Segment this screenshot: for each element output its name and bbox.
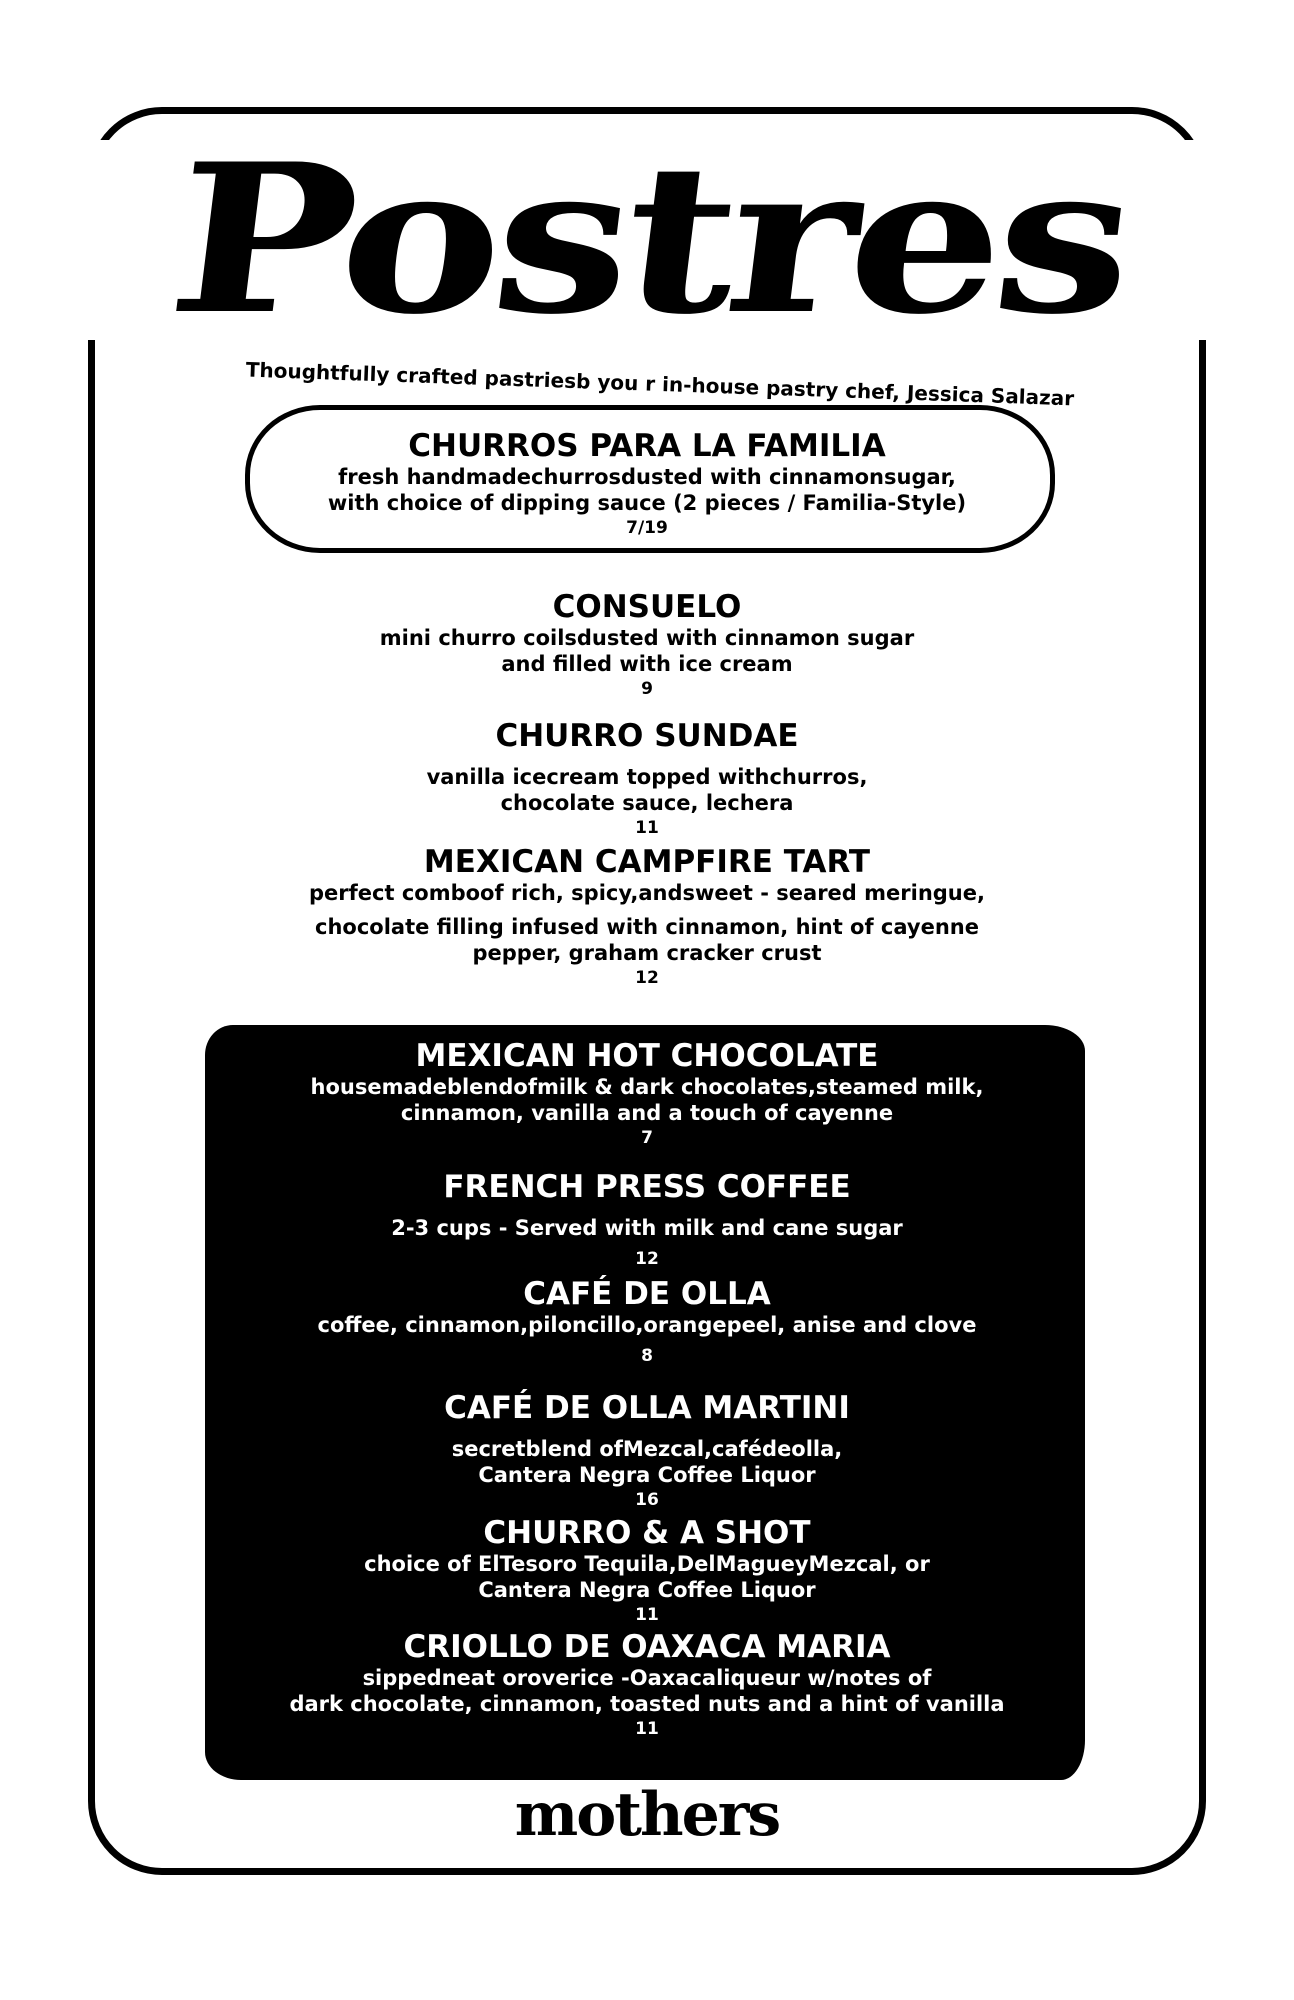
item-description: sippedneat oroverice -Oaxacaliqueur w/notes of [362,1666,932,1690]
item-name: CAFÉ DE OLLA MARTINI [444,1390,850,1426]
item-price: 8 [641,1346,653,1366]
item-description: mini churro coilsdusted with cinnamon sugar [379,626,915,650]
item-description: coffee, cinnamon,piloncillo,orangepeel, anise and clove [317,1313,977,1337]
subtitle: Thoughtfully crafted pastriesb you r in-house pastry chef, Jessica Salazar [245,357,1075,411]
drink-hot-chocolate [150,1038,1144,1150]
item-price: 11 [635,818,659,838]
item-price: 7 [641,1128,653,1148]
item-description: pepper, graham cracker crust [472,941,822,965]
item-description: cinnamon, vanilla and a touch of cayenne [400,1101,894,1125]
page-title: Postres [0,140,1294,340]
brand-logo: mothers [514,1780,780,1850]
item-name: CHURRO & A SHOT [483,1515,811,1551]
drink-criollo-de-oaxaca [150,1629,1144,1741]
item-description: vanilla icecream topped withchurros, [426,765,868,789]
item-price: 11 [635,1719,659,1739]
item-price: 12 [635,968,659,988]
item-price: 7/19 [626,518,668,538]
item-name: CONSUELO [552,589,742,625]
item-description: chocolate filling infused with cinnamon, hint of cayenne [315,915,979,939]
item-description: dark chocolate, cinnamon, toasted nuts and a hint of vanilla [289,1692,1005,1716]
item-description: with choice of dipping sauce (2 pieces / Familia-Style) [327,491,967,515]
menu-item-consuelo [150,589,1144,701]
item-name: FRENCH PRESS COFFEE [443,1169,851,1205]
item-description: Cantera Negra Coffee Liquor [478,1578,816,1602]
menu-item-churro-sundae [150,718,1144,840]
item-price: 12 [635,1249,659,1269]
drink-cafe-de-olla [150,1276,1144,1368]
item-name: MEXICAN HOT CHOCOLATE [415,1038,879,1074]
item-name: CHURROS PARA LA FAMILIA [408,428,886,464]
item-price: 9 [641,679,653,699]
item-description: secretblend ofMezcal,cafédeolla, [451,1437,843,1461]
item-name: CAFÉ DE OLLA [523,1276,771,1312]
drink-french-press [150,1169,1144,1271]
item-description: chocolate sauce, lechera [500,791,794,815]
item-description: and filled with ice cream [501,652,793,676]
menu-item-campfire-tart [150,844,1144,990]
drink-churro-and-shot [150,1515,1144,1627]
item-name: CHURRO SUNDAE [495,718,799,754]
item-description: choice of ElTesoro Tequila,DelMagueyMezcal, or [364,1552,930,1576]
drink-cafe-de-olla-martini [150,1390,1144,1512]
item-description: housemadeblendofmilk & dark chocolates,steamed milk, [310,1075,984,1099]
item-description: Cantera Negra Coffee Liquor [478,1463,816,1487]
item-description: fresh handmadechurrosdusted with cinnamonsugar, [338,465,956,489]
item-price: 16 [635,1490,659,1510]
item-name: MEXICAN CAMPFIRE TART [423,844,871,880]
item-name: CRIOLLO DE OAXACA MARIA [403,1629,891,1665]
menu-item-churros-familia [150,428,1144,540]
item-description: perfect comboof rich, spicy,andsweet - seared meringue, [309,881,985,905]
item-price: 11 [635,1605,659,1625]
item-description: 2-3 cups - Served with milk and cane sugar [391,1216,903,1240]
